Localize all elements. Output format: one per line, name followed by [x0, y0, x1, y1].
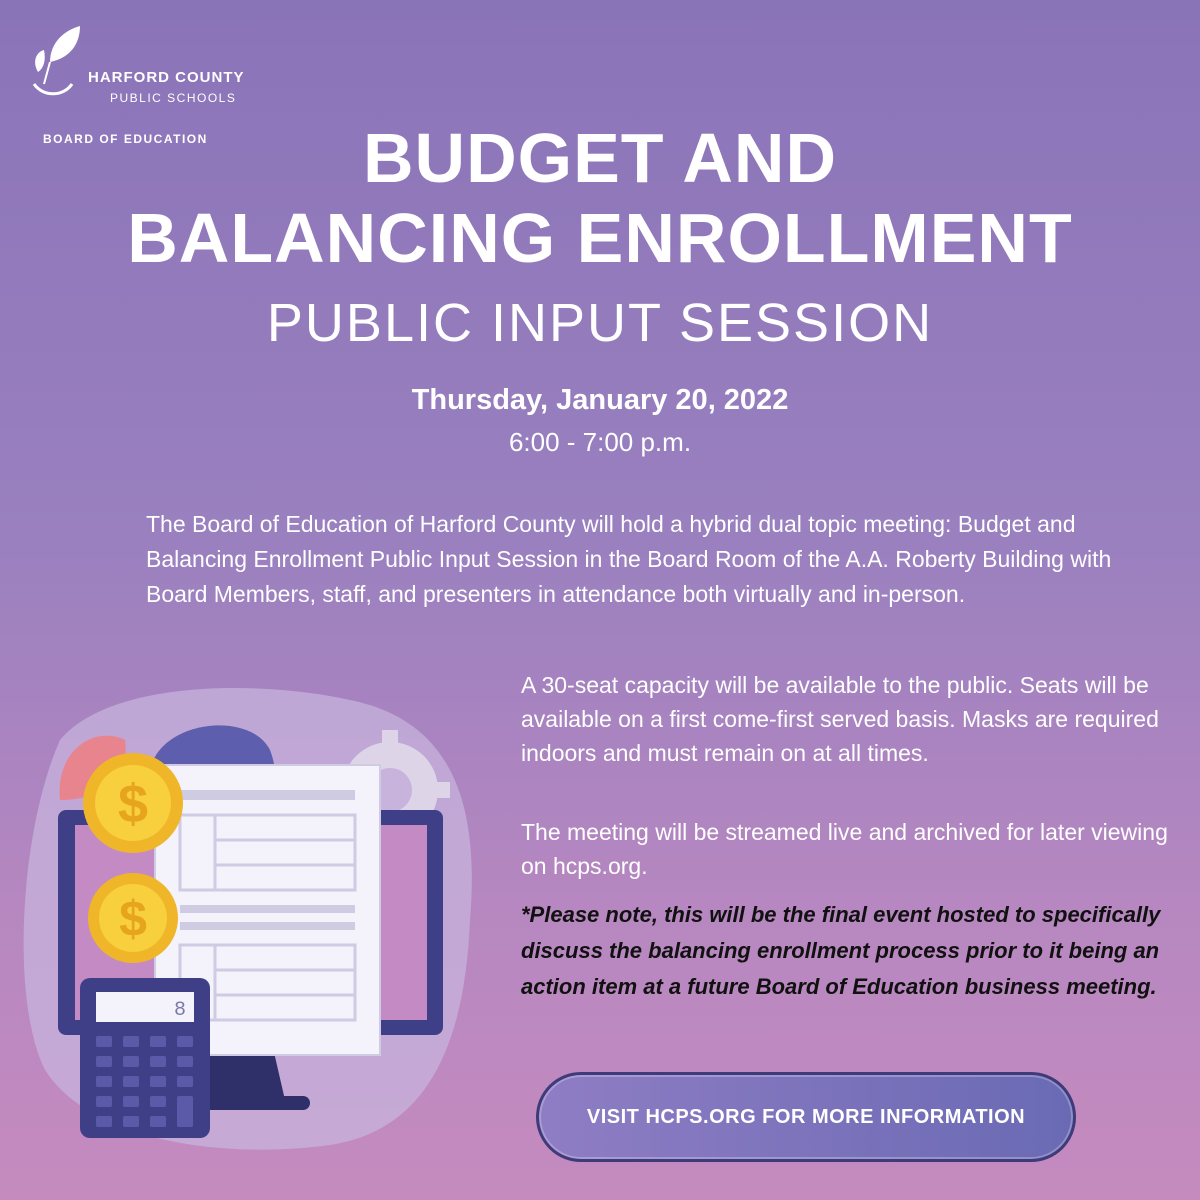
- event-time: 6:00 - 7:00 p.m.: [508, 427, 692, 457]
- leaf-icon: [30, 22, 90, 102]
- calculator-icon: [80, 978, 210, 1138]
- coin-icon: [88, 873, 178, 963]
- logo-line3: BOARD OF EDUCATION: [43, 132, 208, 146]
- svg-text:$: $: [119, 891, 147, 947]
- page-subtitle: PUBLIC INPUT SESSION: [266, 293, 934, 353]
- coin-icon: [83, 753, 183, 853]
- visit-hcps-button[interactable]: VISIT HCPS.ORG FOR MORE INFORMATION: [536, 1072, 1076, 1162]
- stream-paragraph: The meeting will be streamed live and archived for later viewing on hcps.org.: [521, 819, 1168, 879]
- intro-paragraph: The Board of Education of Harford County will hold a hybrid dual topic meeting: Budget and Balancing Enrollment Public Input Session in the Board Room of the A.A. Roberty Building with Board Members, staff, and presenters in attendance both virtually and in-person.: [146, 511, 1112, 607]
- page-title-line2: BALANCING ENROLLMENT: [127, 199, 1073, 277]
- final-event-note: *Please note, this will be the final event hosted to specifically discuss the balancing enrollment process prior to it being an action item at a future Board of Education business meeting.: [521, 902, 1161, 999]
- budget-illustration: [0, 660, 480, 1160]
- logo-line2: PUBLIC SCHOOLS: [110, 91, 237, 105]
- capacity-paragraph: A 30-seat capacity will be available to the public. Seats will be available on a first come-first served basis. Masks are required indoors and must remain on at all times.: [521, 672, 1159, 766]
- event-date: Thursday, January 20, 2022: [411, 384, 789, 416]
- logo-line1: HARFORD COUNTY: [88, 69, 245, 86]
- page-title-line1: BUDGET AND: [362, 119, 838, 197]
- svg-text:8: 8: [173, 999, 186, 1022]
- svg-text:$: $: [117, 774, 149, 834]
